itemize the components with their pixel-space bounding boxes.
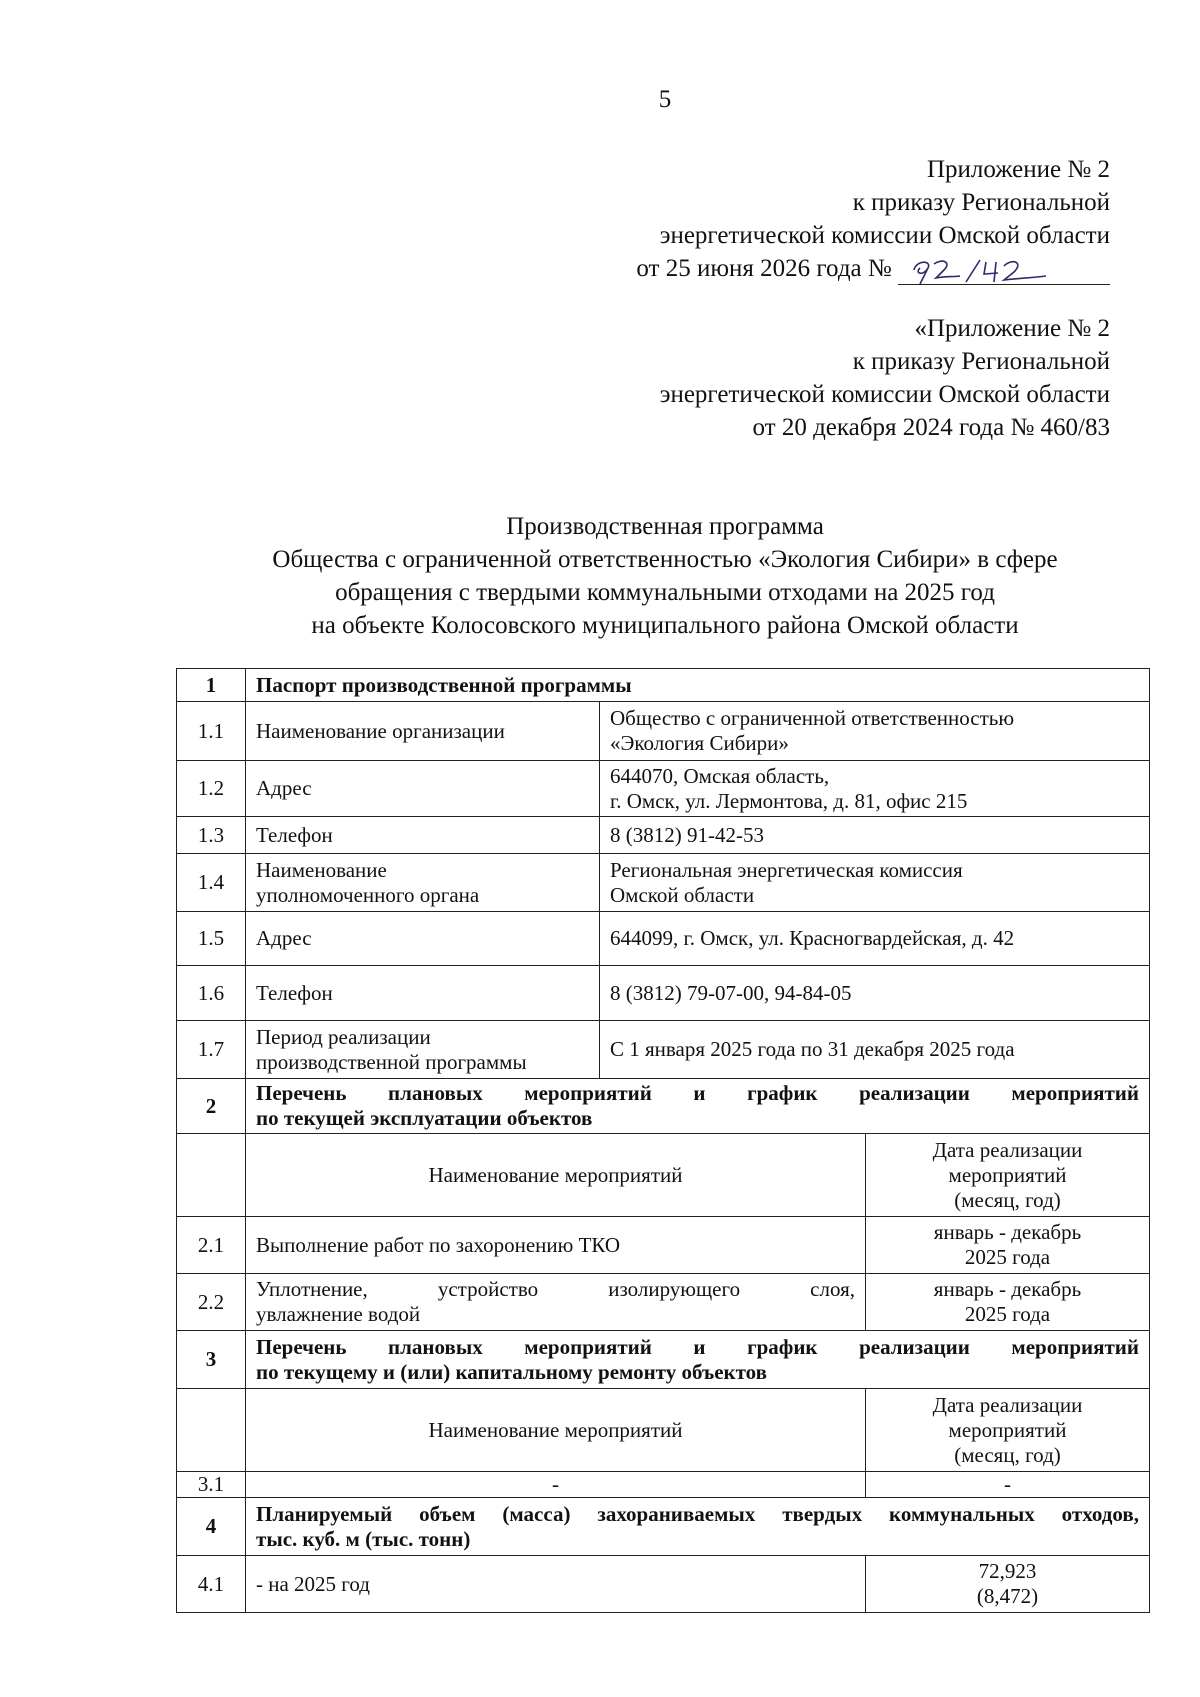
row-value: 644099, г. Омск, ул. Красногвардейская, д. 42	[600, 912, 1150, 966]
table-row	[177, 817, 1150, 854]
appendix-previous-line4: от 20 декабря 2024 года № 460/83	[752, 414, 1110, 441]
table-row	[177, 1556, 1150, 1613]
row-label	[246, 1021, 600, 1079]
column-header-date-line1: Дата реализации	[932, 1392, 1083, 1417]
column-header-date-line1: Дата реализации	[932, 1137, 1083, 1162]
column-header-date-line3: (месяц, год)	[954, 1187, 1061, 1212]
title-line2: Общества с ограниченной ответственностью «Экология Сибири» в сфере	[272, 546, 1058, 573]
row-value-line2: (8,472)	[976, 1584, 1039, 1608]
row-label: Телефон	[246, 966, 600, 1021]
column-header-date-line2: мероприятий	[948, 1417, 1067, 1442]
section2-header-row	[177, 1079, 1150, 1134]
row-number: 1.5	[177, 912, 246, 966]
row-name: Выполнение работ по захоронению ТКО	[246, 1217, 866, 1274]
appendix-current-date-prefix: от 25 июня 2026 года №	[636, 255, 892, 282]
appendix-current-line1: Приложение № 2	[926, 156, 1110, 183]
row-label: Адрес	[246, 761, 600, 817]
handwritten-order-number	[906, 256, 1056, 286]
row-number: 1.3	[177, 817, 246, 854]
row-value-line2: г. Омск, ул. Лермонтова, д. 81, офис 215	[610, 788, 968, 813]
row-name-line1: Уплотнение, устройство изолирующего слоя,	[256, 1277, 855, 1301]
table-row	[177, 912, 1150, 966]
column-header-date-line3: (месяц, год)	[954, 1442, 1061, 1467]
appendix-current-line3: энергетической комиссии Омской области	[659, 222, 1110, 249]
row-number: 1.6	[177, 966, 246, 1021]
row-label: Адрес	[246, 912, 600, 966]
table-row	[177, 854, 1150, 912]
row-date: -	[866, 1472, 1150, 1498]
row-value-line1: 644070, Омская область,	[610, 763, 830, 788]
row-label-line1: Наименование	[256, 857, 387, 882]
row-number: 1.2	[177, 761, 246, 817]
section4-heading-line2: тыс. куб. м (тыс. тонн)	[256, 1526, 471, 1551]
title-line1: Производственная программа	[506, 513, 824, 540]
appendix-previous-line2: к приказу Региональной	[852, 348, 1110, 375]
section2-heading	[246, 1079, 1150, 1134]
row-name	[246, 1274, 866, 1331]
section1-header-row	[177, 669, 1150, 702]
table-row	[177, 761, 1150, 817]
section3-heading-line2: по текущему и (или) капитальному ремонту объектов	[256, 1359, 767, 1384]
section4-heading-line1: Планируемый объем (масса) захораниваемых твердых коммунальных отходов,	[256, 1501, 1139, 1526]
row-date-line1: январь - декабрь	[933, 1220, 1082, 1244]
row-date-line1: январь - декабрь	[933, 1277, 1082, 1301]
column-header-date	[866, 1134, 1150, 1217]
row-label: Телефон	[246, 817, 600, 854]
row-value-line1: Региональная энергетическая комиссия	[610, 857, 963, 882]
appendix-previous-line3: энергетической комиссии Омской области	[659, 381, 1110, 408]
title-line3: обращения с твердыми коммунальными отходами на 2025 год	[335, 579, 995, 606]
row-name: - на 2025 год	[246, 1556, 866, 1613]
section2-heading-line2: по текущей эксплуатации объектов	[256, 1106, 593, 1130]
page-number: 5	[658, 86, 672, 113]
column-header-name: Наименование мероприятий	[246, 1389, 866, 1472]
document-title	[0, 510, 1200, 642]
row-date-line2: 2025 года	[964, 1245, 1051, 1269]
row-number: 2.1	[177, 1217, 246, 1274]
appendix-current-line2: к приказу Региональной	[852, 189, 1110, 216]
program-table	[176, 668, 1150, 1613]
row-date	[866, 1217, 1150, 1274]
row-name: -	[246, 1472, 866, 1498]
section4-number: 4	[177, 1498, 246, 1556]
row-value: 8 (3812) 79-07-00, 94-84-05	[600, 966, 1150, 1021]
column-header-date	[866, 1389, 1150, 1472]
row-number: 3.1	[177, 1472, 246, 1498]
section2-number: 2	[177, 1079, 246, 1134]
row-label	[246, 854, 600, 912]
section3-column-header-row	[177, 1389, 1150, 1472]
row-label: Наименование организации	[246, 702, 600, 761]
row-date	[866, 1274, 1150, 1331]
row-label-line2: производственной программы	[256, 1049, 527, 1074]
column-header-name: Наименование мероприятий	[246, 1134, 866, 1217]
order-number-field	[898, 256, 1110, 285]
row-number: 1.1	[177, 702, 246, 761]
section3-heading	[246, 1331, 1150, 1389]
row-number: 1.7	[177, 1021, 246, 1079]
row-label-line1: Период реализации	[256, 1024, 431, 1049]
row-value	[600, 854, 1150, 912]
row-value: С 1 января 2025 года по 31 декабря 2025 года	[600, 1021, 1150, 1079]
row-number: 1.4	[177, 854, 246, 912]
section1-heading: Паспорт производственной программы	[246, 669, 1150, 702]
section3-heading-line1: Перечень плановых мероприятий и график реализации мероприятий	[256, 1334, 1139, 1359]
section2-column-header-row	[177, 1134, 1150, 1217]
row-number: 4.1	[177, 1556, 246, 1613]
column-header-date-line2: мероприятий	[948, 1162, 1067, 1187]
row-value-line1: 72,923	[978, 1559, 1037, 1583]
empty-cell	[177, 1134, 246, 1217]
row-value	[866, 1556, 1150, 1613]
row-label-line2: уполномоченного органа	[256, 882, 480, 907]
table-row	[177, 702, 1150, 761]
row-value	[600, 702, 1150, 761]
row-value	[600, 761, 1150, 817]
table-row	[177, 1274, 1150, 1331]
appendix-previous-line1: «Приложение № 2	[914, 315, 1110, 342]
appendix-current-line4	[636, 252, 1110, 285]
title-line4: на объекте Колосовского муниципального района Омской области	[311, 612, 1019, 639]
appendix-previous	[660, 312, 1110, 444]
row-value-line1: Общество с ограниченной ответственностью	[610, 706, 1015, 730]
table-row	[177, 1217, 1150, 1274]
row-value: 8 (3812) 91-42-53	[600, 817, 1150, 854]
section4-heading	[246, 1498, 1150, 1556]
table-row	[177, 1021, 1150, 1079]
section3-number: 3	[177, 1331, 246, 1389]
table-row	[177, 1472, 1150, 1498]
empty-cell	[177, 1389, 246, 1472]
section1-number: 1	[177, 669, 246, 702]
row-value-line2: «Экология Сибири»	[610, 731, 789, 755]
section2-heading-line1: Перечень плановых мероприятий и график реализации мероприятий	[256, 1081, 1139, 1105]
row-name-line2: увлажнение водой	[256, 1302, 421, 1326]
section4-header-row	[177, 1498, 1150, 1556]
section3-header-row	[177, 1331, 1150, 1389]
row-number: 2.2	[177, 1274, 246, 1331]
row-value-line2: Омской области	[610, 882, 755, 907]
table-row	[177, 966, 1150, 1021]
row-date-line2: 2025 года	[964, 1302, 1051, 1326]
appendix-current	[636, 153, 1110, 285]
